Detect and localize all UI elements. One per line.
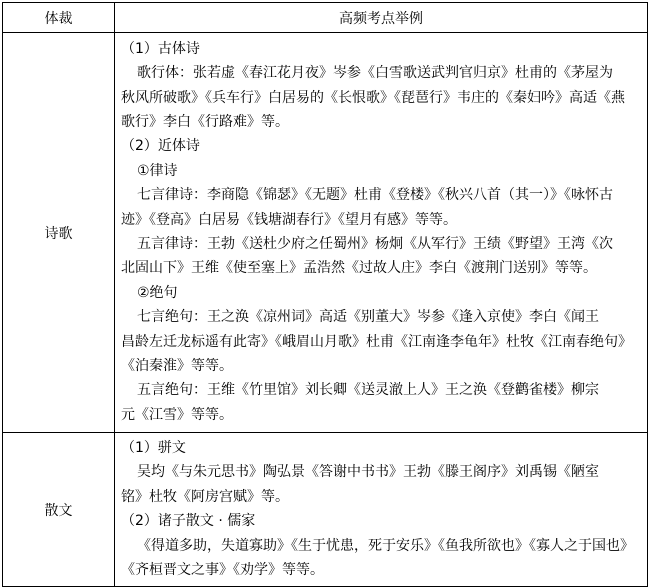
examples-cell-prose (115, 433, 648, 587)
text-line: 《泊秦淮》等等。 (121, 358, 233, 375)
text-line: 昌龄左迁龙标遥有此寄》《峨眉山月歌》杜甫《江南逢李龟年》杜牧《江南春绝句》 (121, 333, 632, 350)
text-line: 七言绝句：王之涣《凉州词》高适《别董大》岑参《逢入京使》李白《闻王 (137, 309, 599, 326)
section-heading: （1）骈文 (121, 440, 186, 456)
text-line: 《齐桓晋文之事》《劝学》等等。 (121, 562, 324, 579)
text-line: 北固山下》王维《使至塞上》孟浩然《过故人庄》李白《渡荆门送别》等等。 (121, 260, 597, 277)
section-heading: （2）近体诗 (121, 138, 200, 155)
text-line: 五言绝句：王维《竹里馆》刘长卿《送灵澈上人》王之涣《登鹳雀楼》柳宗 (137, 382, 599, 399)
text-line: 迹》《登高》白居易《钱塘湖春行》《望月有感》等等。 (121, 211, 457, 228)
text-line: 五言律诗：王勃《送杜少府之任蜀州》杨炯《从军行》王绩《野望》王湾《次 (137, 236, 613, 252)
header-genre: 体裁 (3, 3, 115, 33)
examples-cell-poetry (115, 33, 648, 433)
genre-cell-poetry: 诗歌 (3, 33, 115, 433)
text-line: 元《江雪》等等。 (121, 406, 233, 423)
genre-cell-prose: 散文 (3, 433, 115, 587)
section-heading: （2）诸子散文 · 儒家 (121, 513, 256, 530)
text-line: 秋风所破歌》《兵车行》白居易的《长恨歌》《琵琶行》韦庄的《秦妇吟》高适《燕 (121, 89, 625, 106)
table-row (3, 33, 648, 433)
text-line: 铭》杜牧《阿房宫赋》等。 (121, 488, 289, 505)
section-heading: （1）古体诗 (121, 40, 200, 57)
subsection-heading: ①律诗 (137, 162, 178, 179)
header-examples: 高频考点举例 (115, 3, 648, 33)
content-table (2, 2, 648, 587)
text-line: 《得道多助，失道寡助》《生于忧患，死于安乐》《鱼我所欲也》《寡人之于国也》 (137, 537, 634, 554)
text-line: 歌行体：张若虚《春江花月夜》岑参《白雪歌送武判官归京》杜甫的《茅屋为 (137, 65, 613, 82)
text-line: 七言律诗：李商隐《锦瑟》《无题》杜甫《登楼》《秋兴八首（其一）》《咏怀古 (137, 187, 613, 204)
table-row (3, 433, 648, 587)
table-header-row (3, 3, 648, 33)
subsection-heading: ②绝句 (137, 284, 178, 301)
text-line: 歌行》李白《行路难》等。 (121, 113, 289, 130)
text-line: 吴均《与朱元思书》陶弘景《答谢中书书》王勃《滕王阁序》刘禹锡《陋室 (137, 464, 599, 481)
